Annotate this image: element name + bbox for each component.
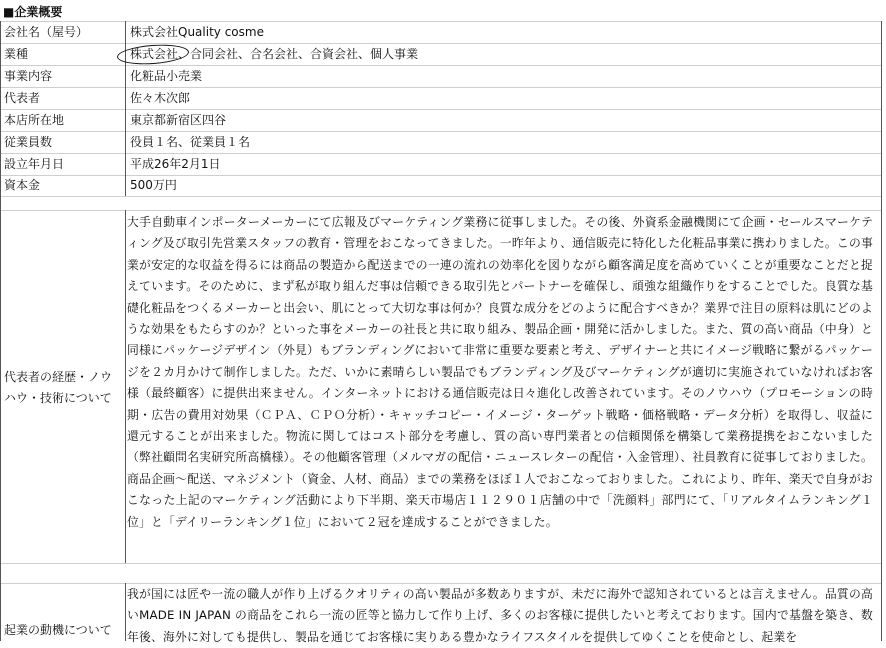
grid-column-divider <box>125 210 126 563</box>
row-label: 会社名（屋号） <box>4 25 89 39</box>
grid-column-divider <box>125 21 126 196</box>
address-value: 東京都新宿区四谷 <box>130 113 227 127</box>
career-text: 大手自動車インポーターメーカーにて広報及びマーケティング業務に従事しました。その後、外資系金融機関にて企画・セールスマーケティング及び取引先営業スタッフの教育・管理をおこなってきました。一昨年より、通信販売に特化した化粧品事業に携わりました。この事業が安定的な収益を得るには商品の製造から配送までの一連の流れの効率化を図りながら顧客満足度を高めていくことが重要なことだと捉えています。そのために、まず私が取り組んだ事は信頼できる取引先とパートナーを確保し、頑強な組織作りをすることでした。良質な基礎化粧品をつくるメーカーと出会い、肌にとって大切な事は何か？良質な成分をどのように配合すべきか？業界で注目の原料は肌にどのような効果をもたらすのか？といった事をメーカーの社長と共に取り組み、製品企画・開発に活かしました。また、質の高い商品（中身）と同様にパッケージデザイン（外見）もブランディングにおいて非常に重要な要素と考え、デザイナーと共にイメージ戦略に繋がるパッケージを２カ月かけて制作しました。ただ、いかに素晴らしい製品でもブランディング及びマーケティングが適切に実施されていなければお客様（最終顧客）に提供出来ません。インターネットにおける通信販売は日々進化し改善されています。そのノウハウ（プロモーションの時期・広告の費用対効果（ＣＰＡ、ＣＰＯ分析）・キャッチコピー・イメージ・ターゲット戦略・価格戦略・データ分析）を取得し、収益に還元することが出来ました。物流に関してはコスト部分を考慮し、質の高い専門業者との信頼関係を構築して業務提携をおこないました（弊社顧問名実研究所高橋様）。その他顧客管理（メルマガの配信・ニュースレターの配信・入金管理）、社員教育に従事しておりました。商品企画～配送、マネジメント（資金、人材、商品）までの業務をほぼ１人でおこなっておりました。これにより、昨年、楽天で自身がおこなった上記のマーケティング活動により下半期、楽天市場店１１２９０１店舗の中で「洗顔料」部門にて、「リアルタイムランキング１位」と「デイリーランキング１位」において２冠を達成することができました。 <box>127 215 873 529</box>
section-title: ■企業概要 <box>3 5 63 19</box>
capital-value: 500万円 <box>130 178 177 192</box>
business-value: 化粧品小売業 <box>130 69 203 83</box>
grid-border-left <box>0 21 1 641</box>
grid-line <box>0 210 882 211</box>
grid-border-right <box>881 21 882 641</box>
motive-label: 起業の動機について <box>4 623 112 637</box>
grid-line <box>0 563 882 564</box>
row-label: 資本金 <box>4 178 41 192</box>
industry-value: 株式会社、合同会社、合名会社、合資会社、個人事業 <box>130 47 419 61</box>
employees-value: 役員１名、従業員１名 <box>130 135 251 149</box>
career-label <box>4 367 112 409</box>
career-label-line: ハウ・技術について <box>4 391 112 405</box>
career-label-line: 代表者の経歴・ノウ <box>4 370 113 384</box>
row-label: 代表者 <box>4 91 41 105</box>
row-label: 業種 <box>4 47 29 61</box>
representative-value: 佐々木次郎 <box>130 91 191 105</box>
grid-column-divider <box>125 583 126 641</box>
row-label: 事業内容 <box>4 69 53 83</box>
row-label: 設立年月日 <box>4 157 65 171</box>
motive-text: 我が国には匠や一流の職人が作り上げるクオリティの高い製品が多数ありますが、未だに海外で認知されているとは言えません。品質の高いMADE IN JAPAN の商品をこれら一流の匠等と協力して作り上げ、多くのお客様に提供したいと考えております。国内で基盤を築き、数年後、海外に対しても提供し、製品を通じてお客様に実りある豊かなライフスタイルを提供してゆくことを使命とし、起業を <box>127 587 873 644</box>
grid-line <box>0 196 882 197</box>
company-name-value: 株式会社Quality cosme <box>130 25 264 39</box>
founded-value: 平成26年2月1日 <box>130 157 221 171</box>
row-label: 従業員数 <box>4 135 53 149</box>
row-label: 本店所在地 <box>4 113 65 127</box>
